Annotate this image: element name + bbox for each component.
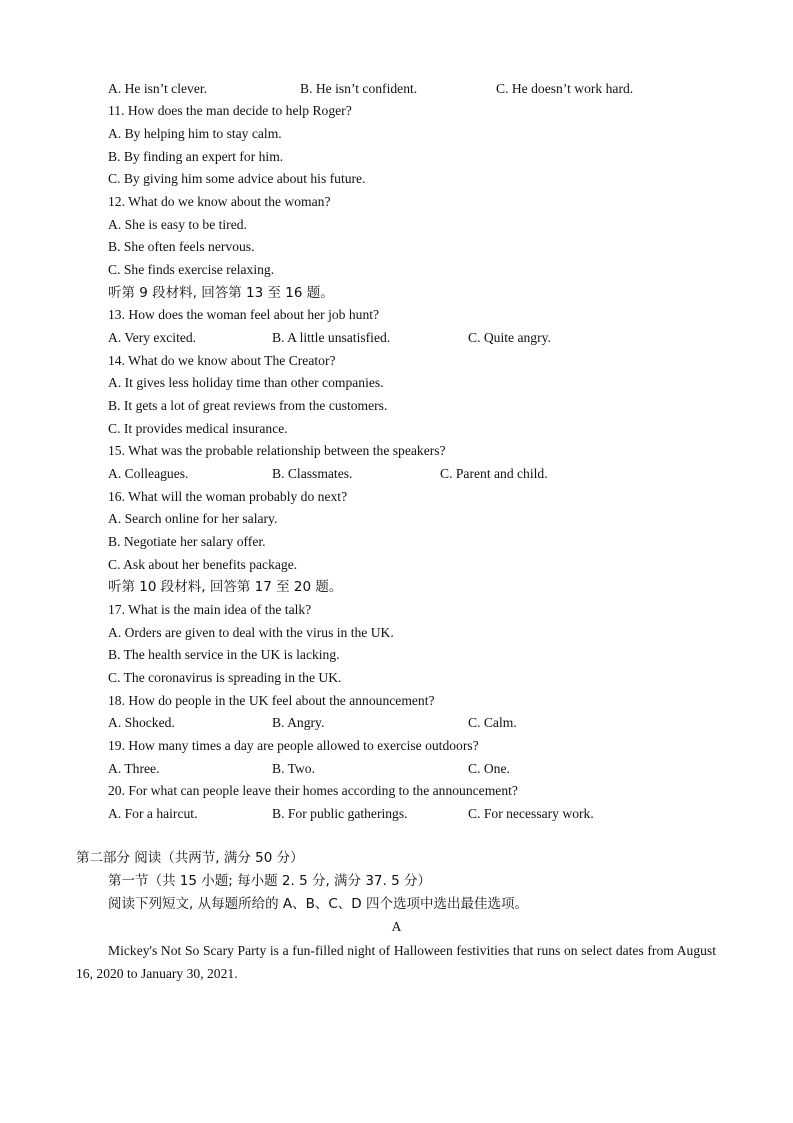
q18-option-c: C. Calm. xyxy=(468,715,517,730)
q14-stem: 14. What do we know about The Creator? xyxy=(108,353,336,368)
q17-option-b: B. The health service in the UK is lacking. xyxy=(108,647,340,662)
q15-option-a: A. Colleagues. xyxy=(108,466,189,481)
q12-option-a: A. She is easy to be tired. xyxy=(108,217,247,232)
q13-stem: 13. How does the woman feel about her job hunt? xyxy=(108,307,380,322)
q14-option-c: C. It provides medical insurance. xyxy=(108,421,288,436)
q12-stem: 12. What do we know about the woman? xyxy=(108,194,331,209)
q20-option-c: C. For necessary work. xyxy=(468,806,594,821)
passage-label: A xyxy=(391,919,402,934)
q13-option-a: A. Very excited. xyxy=(108,330,197,345)
q16-option-b: B. Negotiate her salary offer. xyxy=(108,534,266,549)
section10-instruction: 听第 10 段材料, 回答第 17 至 20 题。 xyxy=(108,579,343,595)
q13-option-b: B. A little unsatisfied. xyxy=(272,330,391,345)
q17-stem: 17. What is the main idea of the talk? xyxy=(108,602,312,617)
passage-paragraph: Mickey's Not So Scary Party is a fun-filled night of Halloween festivities that runs on select dates from August 16, 2020 to January 30, 2021. xyxy=(76,943,716,981)
q10-option-c: C. He doesn’t work hard. xyxy=(496,81,634,96)
q20-stem: 20. For what can people leave their homes according to the announcement? xyxy=(108,783,518,798)
q16-stem: 16. What will the woman probably do next? xyxy=(108,489,348,504)
q16-option-c: C. Ask about her benefits package. xyxy=(108,557,298,572)
section9-instruction: 听第 9 段材料, 回答第 13 至 16 题。 xyxy=(108,285,334,301)
q11-option-b: B. By finding an expert for him. xyxy=(108,149,284,164)
q19-option-c: C. One. xyxy=(468,761,510,776)
q10-option-b: B. He isn’t confident. xyxy=(300,81,418,96)
section1-heading: 第一节（共 15 小题; 每小题 2. 5 分, 满分 37. 5 分） xyxy=(108,873,431,889)
q15-option-c: C. Parent and child. xyxy=(440,466,548,481)
q19-option-b: B. Two. xyxy=(272,761,315,776)
q18-stem: 18. How do people in the UK feel about the announcement? xyxy=(108,693,435,708)
q14-option-b: B. It gets a lot of great reviews from the customers. xyxy=(108,398,388,413)
q17-option-c: C. The coronavirus is spreading in the UK. xyxy=(108,670,342,685)
q11-option-a: A. By helping him to stay calm. xyxy=(108,126,282,141)
q19-option-a: A. Three. xyxy=(108,761,160,776)
q11-option-c: C. By giving him some advice about his future. xyxy=(108,171,366,186)
q14-option-a: A. It gives less holiday time than other companies. xyxy=(108,375,384,390)
q16-option-a: A. Search online for her salary. xyxy=(108,511,278,526)
q10-option-a: A. He isn’t clever. xyxy=(108,81,208,96)
q15-stem: 15. What was the probable relationship between the speakers? xyxy=(108,443,446,458)
q15-option-b: B. Classmates. xyxy=(272,466,353,481)
q12-option-b: B. She often feels nervous. xyxy=(108,239,255,254)
q17-option-a: A. Orders are given to deal with the virus in the UK. xyxy=(108,625,394,640)
part2-heading: 第二部分 阅读（共两节, 满分 50 分） xyxy=(76,850,304,866)
q13-option-c: C. Quite angry. xyxy=(468,330,551,345)
q11-stem: 11. How does the man decide to help Roger? xyxy=(108,103,352,118)
q18-option-a: A. Shocked. xyxy=(108,715,175,730)
q12-option-c: C. She finds exercise relaxing. xyxy=(108,262,275,277)
q20-option-a: A. For a haircut. xyxy=(108,806,198,821)
q18-option-b: B. Angry. xyxy=(272,715,325,730)
reading-instructions: 阅读下列短文, 从每题所给的 A、B、C、D 四个选项中选出最佳选项。 xyxy=(108,896,528,912)
q20-option-b: B. For public gatherings. xyxy=(272,806,408,821)
q19-stem: 19. How many times a day are people allowed to exercise outdoors? xyxy=(108,738,479,753)
